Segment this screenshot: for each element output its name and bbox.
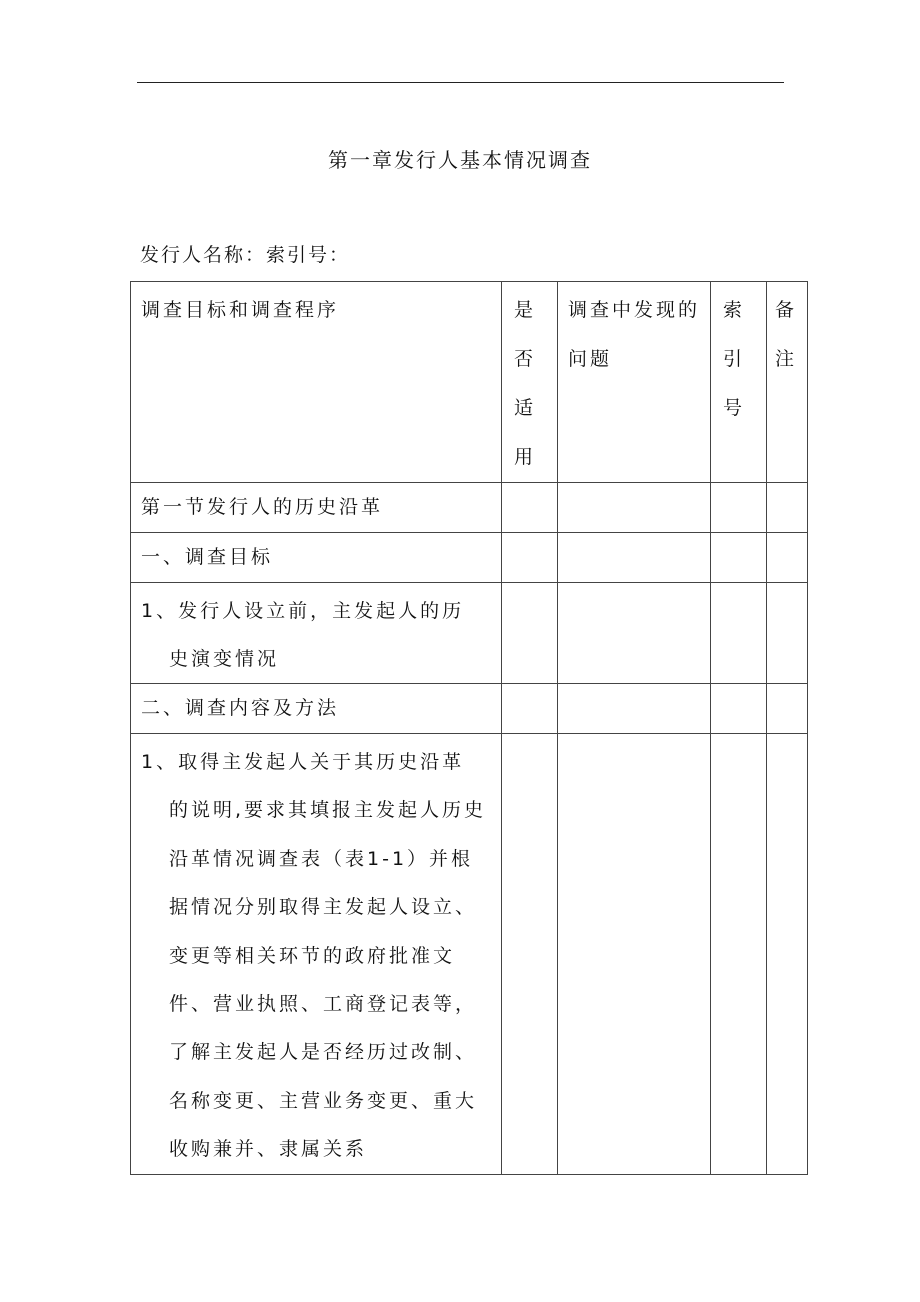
empty-cell	[558, 734, 711, 1175]
empty-cell	[502, 533, 558, 583]
empty-cell	[767, 533, 808, 583]
empty-cell	[767, 684, 808, 734]
empty-cell	[711, 483, 767, 533]
empty-cell	[502, 734, 558, 1175]
part-heading-cell: 二、调查内容及方法	[131, 684, 502, 734]
issuer-name-label: 发行人名称：	[140, 244, 267, 266]
header-remarks	[767, 282, 808, 483]
item-continuation: 的说明,要求其填报主发起人历史沿革情况调查表（表1-1）并根据情况分别取得主发起人设立、变更等相关环节的政府批准文件、营业执照、工商登记表等，了解主发起人是否经历过改制、名称变更、主营业务变更、重大收购兼并、隶属关系	[169, 799, 487, 1161]
header-applicable-char: 否	[514, 348, 537, 370]
empty-cell	[502, 483, 558, 533]
empty-cell	[558, 483, 711, 533]
survey-table	[130, 281, 808, 1175]
empty-cell	[767, 483, 808, 533]
header-index-number	[711, 282, 767, 483]
header-applicable-char: 适	[514, 397, 537, 419]
table-row	[131, 684, 808, 734]
header-index-char: 号	[723, 397, 746, 419]
header-remarks-char: 注	[775, 348, 798, 370]
header-applicable-char: 用	[514, 446, 537, 468]
empty-cell	[502, 583, 558, 684]
section-heading-cell: 第一节发行人的历史沿革	[131, 483, 502, 533]
empty-cell	[558, 684, 711, 734]
item-continuation: 史演变情况	[169, 648, 280, 670]
item-cell	[131, 734, 502, 1175]
empty-cell	[767, 734, 808, 1175]
header-issues-found: 调查中发现的问题	[558, 282, 711, 483]
empty-cell	[502, 684, 558, 734]
header-index-char: 引	[723, 348, 746, 370]
empty-cell	[558, 583, 711, 684]
empty-cell	[711, 734, 767, 1175]
header-rule	[137, 82, 784, 83]
empty-cell	[711, 684, 767, 734]
table-row	[131, 483, 808, 533]
item-first-line: 1、发行人设立前，主发起人的历	[141, 600, 465, 622]
table-row	[131, 583, 808, 684]
header-remarks-char: 备	[775, 299, 798, 321]
empty-cell	[711, 583, 767, 684]
table-row	[131, 734, 808, 1175]
item-first-line: 1、取得主发起人关于其历史沿革	[141, 751, 465, 773]
item-cell	[131, 583, 502, 684]
header-applicable	[502, 282, 558, 483]
header-goals-procedures: 调查目标和调查程序	[131, 282, 502, 483]
empty-cell	[558, 533, 711, 583]
table-header-row	[131, 282, 808, 483]
part-heading-cell: 一、调查目标	[131, 533, 502, 583]
empty-cell	[767, 583, 808, 684]
header-index-char: 索	[723, 299, 746, 321]
index-number-label: 索引号：	[266, 244, 351, 266]
header-applicable-char: 是	[514, 299, 537, 321]
issuer-meta-line	[140, 240, 350, 267]
table-row	[131, 533, 808, 583]
empty-cell	[711, 533, 767, 583]
document-title: 第一章发行人基本情况调查	[328, 148, 592, 172]
